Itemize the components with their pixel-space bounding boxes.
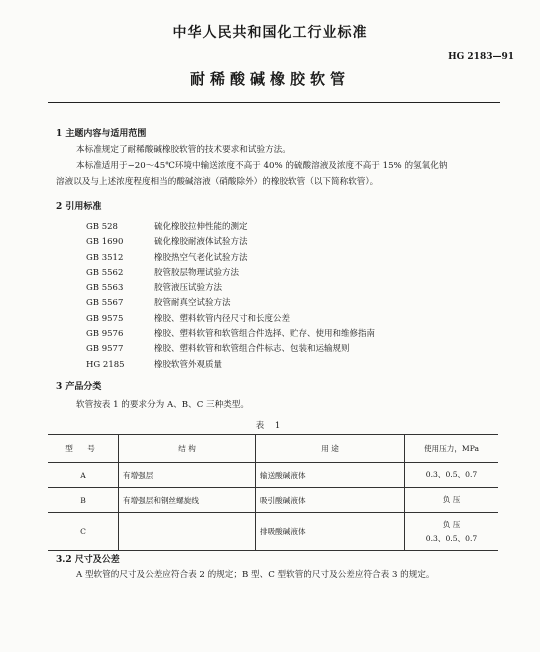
cell-use: 输送酸碱液体 (256, 463, 405, 488)
reference-item (86, 281, 375, 296)
reference-code: GB 9577 (86, 344, 124, 355)
reference-code: GB 1690 (86, 237, 124, 248)
reference-title: 胶管耐真空试验方法 (154, 298, 231, 309)
section-3-2-paragraph-1: A 型软管的尺寸及公差应符合表 2 的规定；B 型、C 型软管的尺寸及公差应符合表 3 的规定。 (76, 570, 435, 580)
cell-use: 吸引酸碱液体 (256, 488, 405, 513)
reference-title: 橡胶热空气老化试验方法 (154, 252, 248, 263)
cell-structure (119, 513, 256, 551)
section-3-heading: 3 产品分类 (56, 382, 102, 392)
reference-list (86, 220, 375, 373)
reference-code: HG 2185 (86, 359, 125, 370)
cell-pressure-line-1: 负 压 (442, 519, 461, 529)
cell-pressure-line-2: 0.3、0.5、0.7 (425, 533, 478, 543)
cell-structure: 有增强层 (119, 463, 256, 488)
reference-title: 硫化橡胶耐液体试验方法 (154, 237, 248, 248)
standard-number: HG 2183—91 (448, 52, 514, 62)
reference-code: GB 5563 (86, 283, 124, 294)
reference-title: 橡胶软管外观质量 (154, 359, 223, 370)
reference-item (86, 251, 375, 266)
table-row (48, 463, 498, 488)
table-1-caption: 表 1 (255, 421, 285, 431)
section-3-2-body (56, 567, 496, 583)
reference-code: GB 9576 (86, 329, 124, 340)
cell-pressure: 0.3、0.5、0.7 (405, 463, 499, 488)
table-row (48, 513, 498, 551)
reference-title: 橡胶、塑料软管内径尺寸和长度公差 (154, 313, 291, 324)
reference-title: 橡胶、塑料软管和软管组合件标志、包装和运输规则 (154, 344, 350, 355)
section-3-body (56, 397, 496, 413)
section-1-paragraph-2-line-2: 溶液以及与上述浓度程度相当的酸碱溶液（硝酸除外）的橡胶软管（以下简称软管）。 (56, 177, 379, 187)
section-1-body (56, 142, 496, 190)
cell-structure: 有增强层和钢丝螺旋线 (119, 488, 256, 513)
header-structure: 结 构 (119, 435, 256, 463)
table-header-row (48, 435, 498, 463)
reference-title: 橡胶、塑料软管和软管组合件选择、贮存、使用和维修指南 (154, 329, 376, 340)
section-1-heading: 1 主题内容与适用范围 (56, 129, 147, 139)
cell-pressure (405, 513, 499, 551)
reference-code: GB 9575 (86, 313, 124, 324)
cell-type: A (48, 463, 119, 488)
reference-code: GB 3512 (86, 252, 124, 263)
reference-code: GB 528 (86, 222, 118, 232)
header-type: 型 号 (48, 435, 119, 463)
header-use: 用 途 (256, 435, 405, 463)
table-row (48, 488, 498, 513)
reference-item (86, 358, 375, 373)
reference-code: GB 5567 (86, 298, 124, 309)
reference-code: GB 5562 (86, 267, 124, 278)
reference-title: 胶管液压试验方法 (154, 283, 223, 294)
section-1-paragraph-2-line-1: 本标准适用于−20～45℃环境中输送浓度不高于 40% 的硫酸溶液及浓度不高于 15% 的氢氧化钠 (76, 161, 448, 171)
section-3-2-heading: 3.2 尺寸及公差 (56, 555, 120, 565)
cell-use: 排吸酸碱液体 (256, 513, 405, 551)
reference-item (86, 342, 375, 357)
reference-item (86, 266, 375, 281)
reference-item (86, 235, 375, 250)
table-1 (48, 434, 498, 551)
section-2-heading: 2 引用标准 (56, 202, 102, 212)
section-3-paragraph-1: 软管按表 1 的要求分为 A、B、C 三种类型。 (76, 400, 249, 410)
document-title: 耐稀酸碱橡胶软管 (189, 70, 350, 88)
standard-category-header: 中华人民共和国化工行业标准 (172, 25, 368, 41)
cell-type: C (48, 513, 119, 551)
section-1-paragraph-1: 本标准规定了耐稀酸碱橡胶软管的技术要求和试验方法。 (76, 145, 291, 155)
reference-title: 硫化橡胶拉伸性能的测定 (154, 222, 248, 232)
reference-item (86, 296, 375, 311)
reference-item (86, 327, 375, 342)
reference-item (86, 312, 375, 327)
title-divider (48, 102, 500, 103)
reference-item (86, 220, 375, 235)
reference-title: 胶管胶层物理试验方法 (154, 267, 240, 278)
cell-type: B (48, 488, 119, 513)
cell-pressure: 负 压 (405, 488, 499, 513)
header-pressure: 使用压力，MPa (405, 435, 499, 463)
